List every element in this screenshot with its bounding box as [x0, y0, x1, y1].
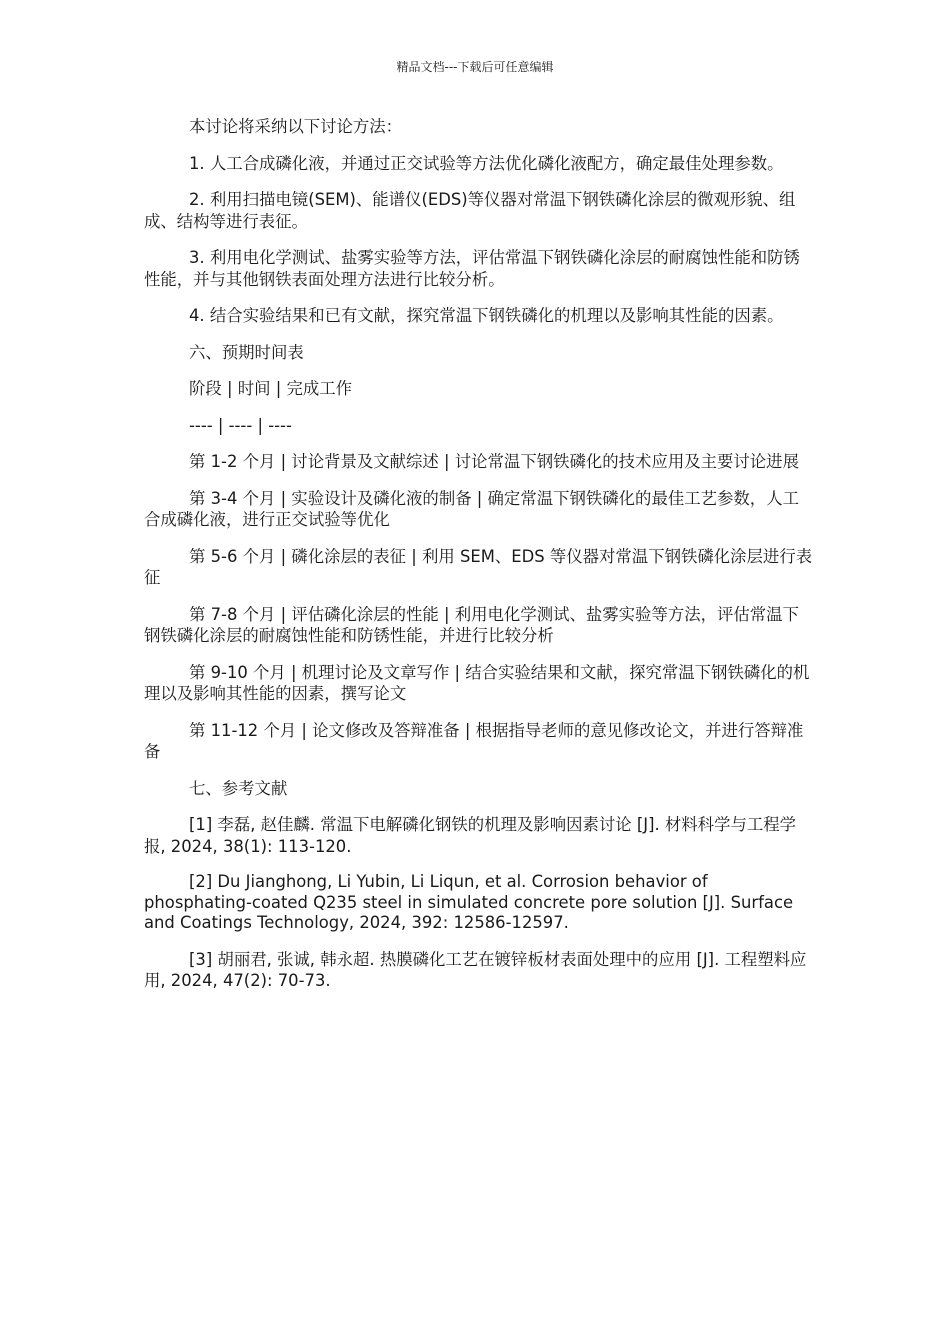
reference-item: [3] 胡丽君, 张诚, 韩永超. 热膜磷化工艺在镀锌板材表面处理中的应用 [J]. 工程塑料应用, 2024, 47(2): 70-73. [144, 949, 807, 990]
reference-item: [2] Du Jianghong, Li Yubin, Li Liqun, et al. Corrosion behavior of phosphating-coated Q235 steel in simulated concrete pore solution [J]. Surface and Coatings Technology, 2024, 392: 12586-12597. [144, 872, 794, 932]
schedule-row: 第 11-12 个月 | 论文修改及答辩准备 | 根据指导老师的意见修改论文，并进行答辩准备 [144, 720, 804, 761]
schedule-row: 第 5-6 个月 | 磷化涂层的表征 | 利用 SEM、EDS 等仪器对常温下钢铁磷化涂层进行表征 [144, 546, 813, 587]
method-item-1: 1. 人工合成磷化液，并通过正交试验等方法优化磷化液配方，确定最佳处理参数。 [189, 153, 784, 173]
method-item-2: 2. 利用扫描电镜(SEM)、能谱仪(EDS)等仪器对常温下钢铁磷化涂层的微观形貌、组成、结构等进行表征。 [144, 190, 796, 231]
intro-paragraph: 本讨论将采纳以下讨论方法： [189, 117, 403, 136]
schedule-table-separator: ---- | ---- | ---- [189, 415, 292, 435]
method-item-4: 4. 结合实验结果和已有文献，探究常温下钢铁磷化的机理以及影响其性能的因素。 [189, 306, 784, 325]
schedule-row: 第 1-2 个月 | 讨论背景及文献综述 | 讨论常温下钢铁磷化的技术应用及主要讨论进展 [189, 452, 799, 471]
section-heading-references: 七、参考文献 [189, 778, 288, 798]
schedule-row: 第 9-10 个月 | 机理讨论及文章写作 | 结合实验结果和文献，探究常温下钢铁磷化的机理以及影响其性能的因素，撰写论文 [144, 662, 810, 703]
schedule-row: 第 7-8 个月 | 评估磷化涂层的性能 | 利用电化学测试、盐雾实验等方法，评估常温下钢铁磷化涂层的耐腐蚀性能和防锈性能，并进行比较分析 [144, 604, 799, 645]
method-item-3: 3. 利用电化学测试、盐雾实验等方法，评估常温下钢铁磷化涂层的耐腐蚀性能和防锈性能，并与其他钢铁表面处理方法进行比较分析。 [144, 248, 800, 289]
reference-item: [1] 李磊, 赵佳麟. 常温下电解磷化钢铁的机理及影响因素讨论 [J]. 材料科学与工程学报, 2024, 38(1): 113-120. [144, 815, 797, 856]
document-body [144, 116, 814, 1007]
section-heading-schedule: 六、预期时间表 [189, 342, 304, 362]
schedule-table-header: 阶段 | 时间 | 完成工作 [189, 379, 353, 398]
schedule-row: 第 3-4 个月 | 实验设计及磷化液的制备 | 确定常温下钢铁磷化的最佳工艺参数，人工合成磷化液，进行正交试验等优化 [144, 488, 799, 529]
page-header: 精品文档---下载后可任意编辑 [396, 60, 554, 74]
